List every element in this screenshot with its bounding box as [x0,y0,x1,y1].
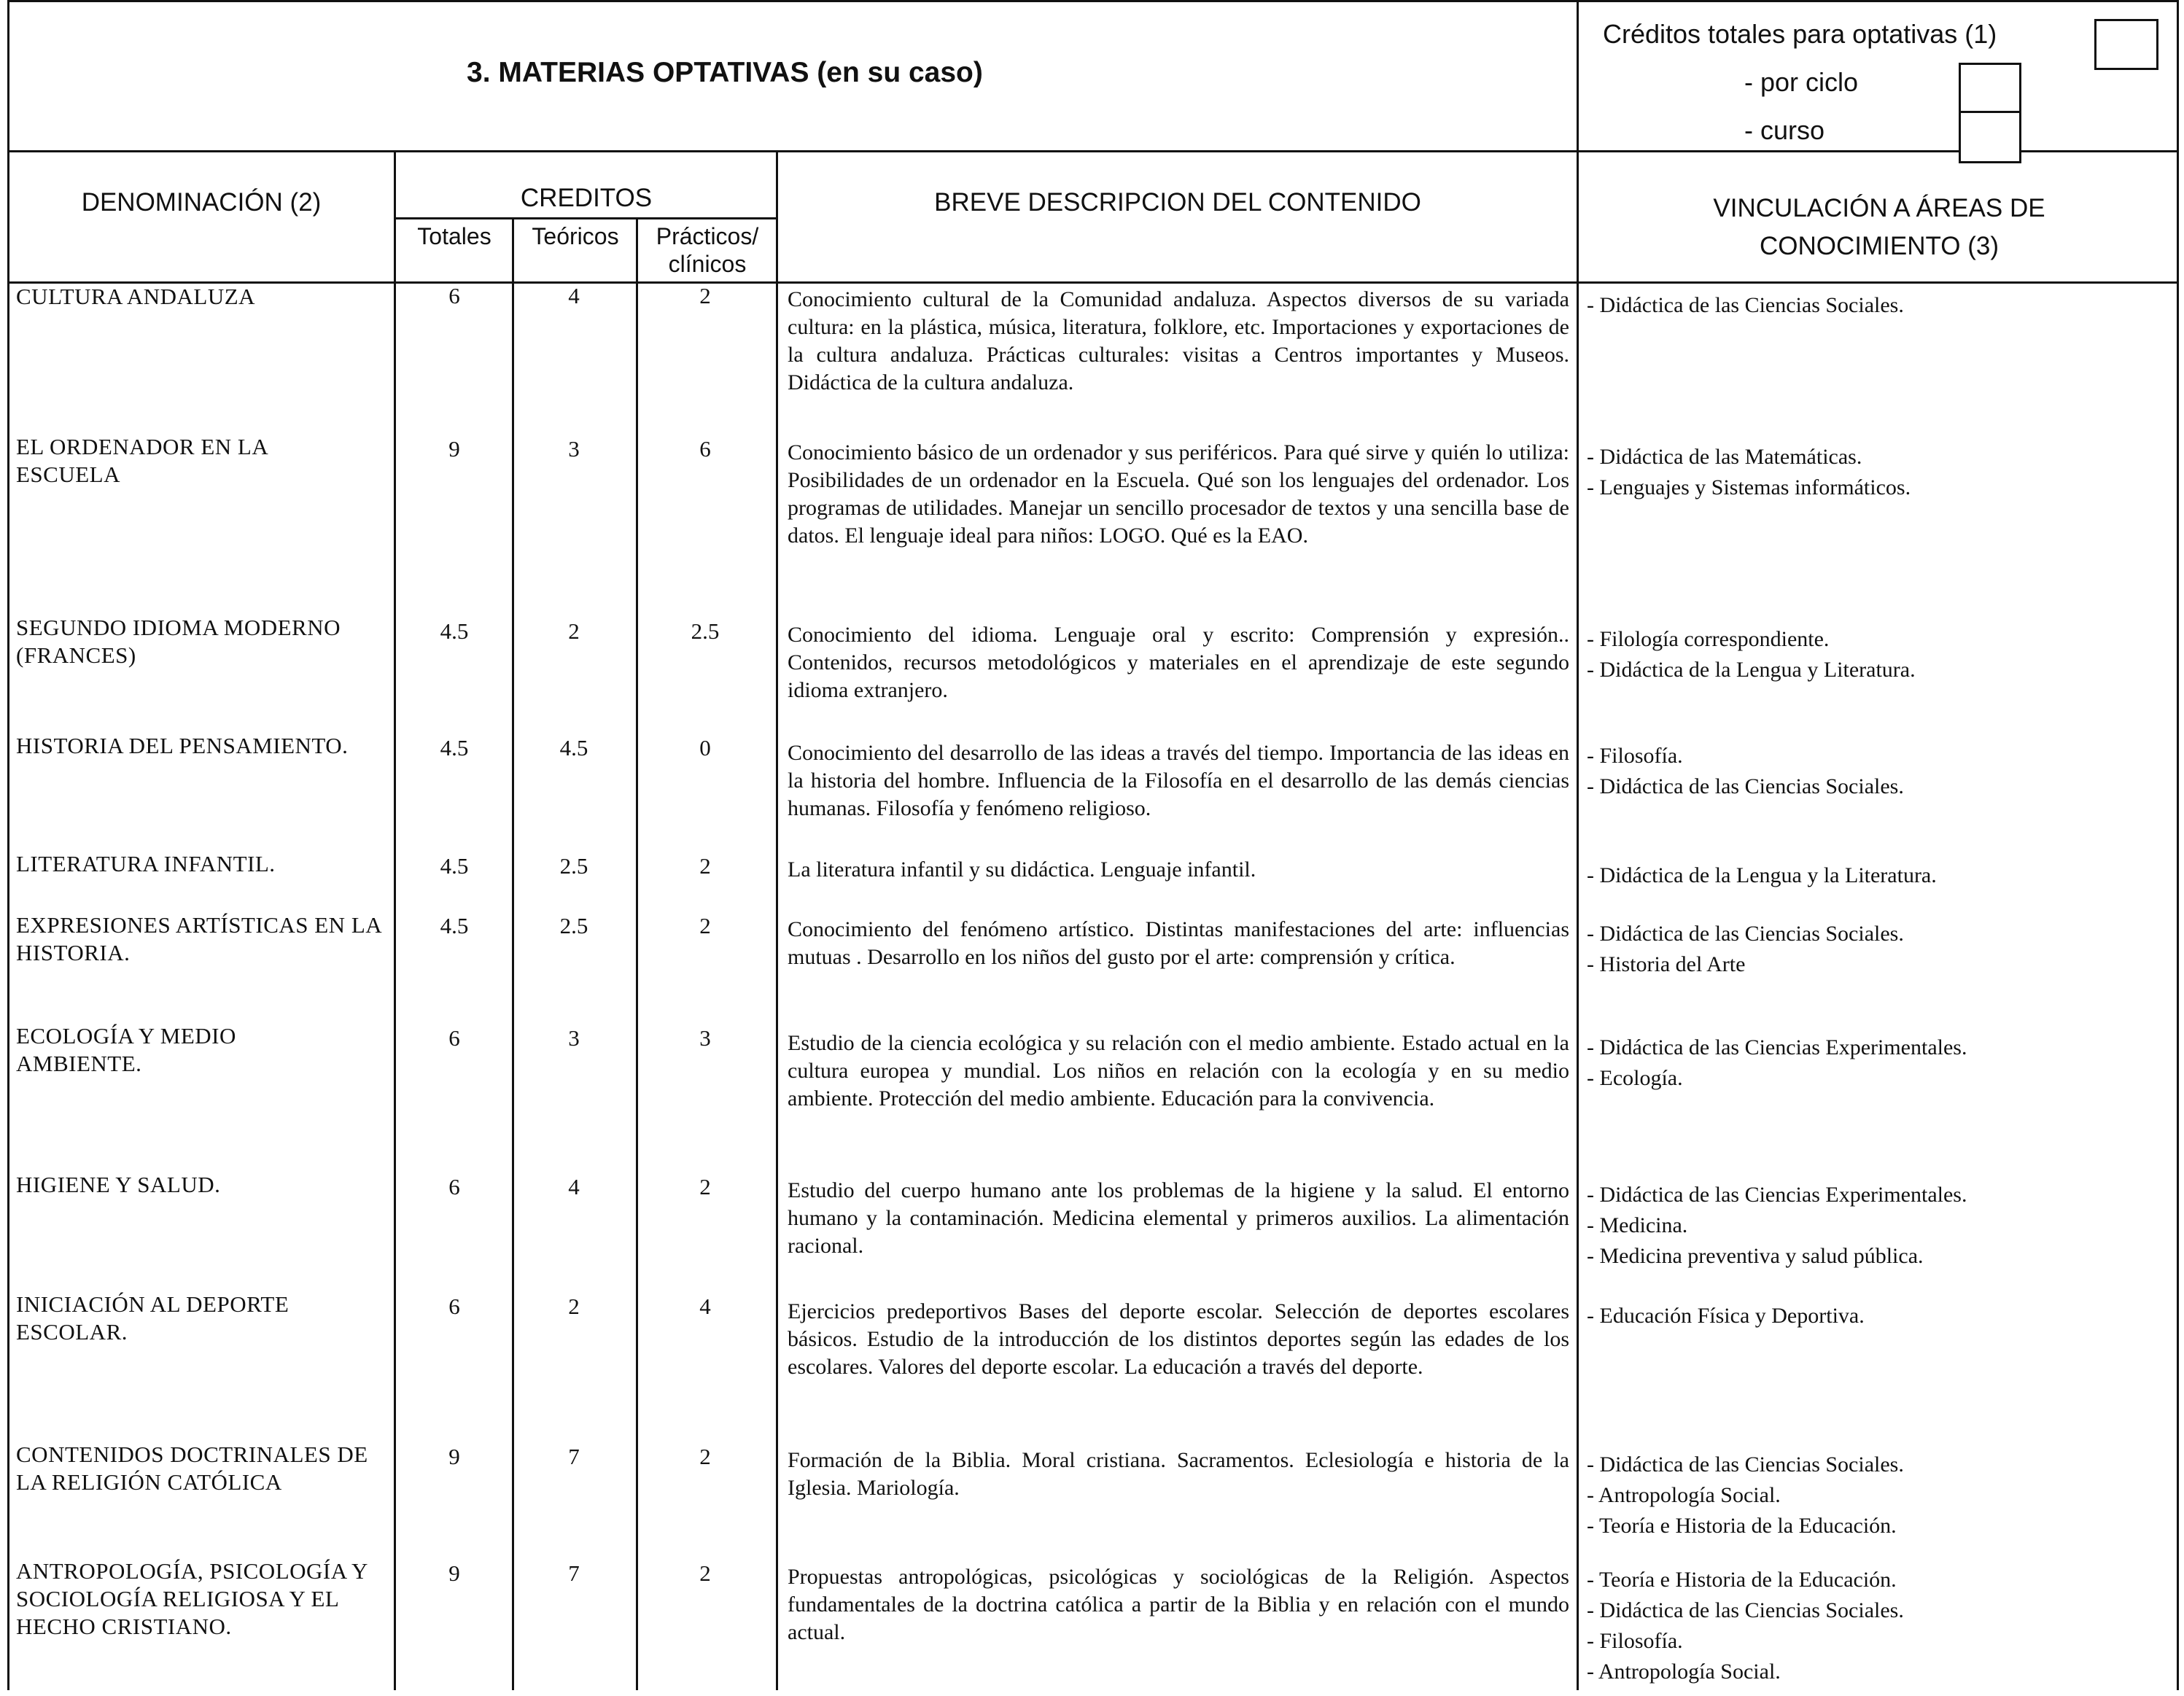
cell-practicos: 2 [699,283,711,308]
table-row-name: INICIACIÓN AL DEPORTE ESCOLAR. [16,1291,289,1345]
cell-practicos: 2 [699,853,711,879]
cell-areas [1587,1565,2170,1687]
area-item: - Teoría e Historia de la Educación. [1587,1514,1897,1538]
area-item: - Educación Física y Deportiva. [1587,1304,1865,1328]
area-item: - Didáctica de la Lengua y Literatura. [1587,658,1916,682]
col-header-teoricos: Teóricos [532,223,619,249]
col-header-conocimiento: CONOCIMIENTO (3) [1760,232,1999,260]
table-row-name: ANTROPOLOGÍA, PSICOLOGÍA Y SOCIOLOGÍA RELIGIOSA Y EL HECHO CRISTIANO. [16,1558,368,1639]
cell-totales: 4.5 [440,853,469,879]
cell-teoricos: 4 [568,1174,580,1199]
cell-totales: 6 [448,1294,460,1319]
curso-box [1959,111,2021,163]
col-divider-3 [636,219,638,1690]
cell-practicos: 0 [699,735,711,761]
curso-label: - curso [1744,115,1825,145]
cell-teoricos: 7 [568,1444,580,1469]
cell-areas [1587,1032,2170,1094]
area-item: - Ecología. [1587,1066,1683,1090]
area-item: - Didáctica de las Ciencias Experimentales. [1587,1183,1967,1207]
table-row-name: CONTENIDOS DOCTRINALES DE LA RELIGIÓN CATÓLICA [16,1442,368,1495]
creditos-totales-box [2094,19,2158,70]
cell-teoricos: 2 [568,1294,580,1319]
cell-teoricos: 2.5 [559,913,588,938]
cell-totales: 4.5 [440,913,469,938]
col-divider-4 [776,152,778,1690]
cell-areas [1587,1180,2170,1272]
por-ciclo-label: - por ciclo [1744,67,1859,97]
cell-descripcion: Conocimiento del fenómeno artístico. Distintas manifestaciones del arte: influencias mutuas . Desarrollo en los niños del gusto por el arte: comprensión y crítica. [788,917,1569,969]
cell-totales: 4.5 [440,735,469,761]
area-item: - Didáctica de las Ciencias Sociales. [1587,293,1904,317]
table-row-name: HISTORIA DEL PENSAMIENTO. [16,733,349,758]
table-row-name: EL ORDENADOR EN LA ESCUELA [16,434,268,487]
cell-teoricos: 2 [568,618,580,644]
cell-practicos: 2 [699,1444,711,1469]
cell-totales: 9 [448,1560,460,1586]
table-row-name: ECOLOGÍA Y MEDIO AMBIENTE. [16,1023,236,1076]
area-item: - Medicina. [1587,1213,1688,1237]
cell-practicos: 6 [699,436,711,462]
cell-areas [1587,290,2170,321]
cell-descripcion: La literatura infantil y su didáctica. Lenguaje infantil. [788,857,1256,882]
table-row-name: HIGIENE Y SALUD. [16,1172,221,1197]
col-divider-2 [512,219,514,1690]
area-item: - Antropología Social. [1587,1660,1781,1684]
cell-totales: 9 [448,436,460,462]
col-header-totales: Totales [417,223,491,249]
col-divider-5 [1577,0,1579,1690]
cell-descripcion: Estudio del cuerpo humano ante los problemas de la higiene y la salud. El entorno humano y la contaminación. Medicina elemental y primeros auxilios. La alimentación racional. [788,1178,1569,1258]
cell-descripcion: Conocimiento del idioma. Lenguaje oral y escrito: Comprensión y expresión.. Contenidos, recursos metodológicos y materiales en el aprendizaje de este segundo idioma extranjero. [788,623,1569,702]
cell-practicos: 2 [699,1174,711,1199]
cell-totales: 4.5 [440,618,469,644]
area-item: - Didáctica de las Ciencias Sociales. [1587,922,1904,946]
por-ciclo-box [1959,63,2021,115]
cell-areas [1587,1450,2170,1541]
table-row-name: LITERATURA INFANTIL. [16,851,276,876]
cell-descripcion: Conocimiento cultural de la Comunidad andaluza. Aspectos diversos de su variada cultura: en la plástica, música, literatura, folklore, etc. Importaciones y exportaciones de la cultura andaluza. Prácticas culturales: visitas a Centros importantes y Museos. Didáctica de la cultura andaluza. [788,287,1569,394]
cell-teoricos: 4.5 [559,735,588,761]
cell-practicos: 4 [699,1294,711,1319]
cell-descripcion: Propuestas antropológicas, psicológicas y sociológicas de la Religión. Aspectos fundamentales de la doctrina católica a partir de la Biblia y en relación con el mundo actual. [788,1565,1569,1644]
cell-descripcion: Ejercicios predeportivos Bases del deporte escolar. Selección de deportes escolares básicos. Estudio de la introducción de los distintos deportes según las edades de los escolares. Valores del deporte escolar. La educación a través del deporte. [788,1299,1569,1379]
cell-descripcion: Conocimiento del desarrollo de las ideas a través del tiempo. Importancia de las ideas en la historia del hombre. Influencia de la Filosofía en el desarrollo de las demás ciencias humanas. Filosofía y fenómeno religioso. [788,741,1569,820]
cell-practicos: 3 [699,1025,711,1051]
area-item: - Didáctica de las Ciencias Experimentales. [1587,1035,1967,1059]
cell-areas [1587,624,2170,685]
cell-totales: 6 [448,1025,460,1051]
area-item: - Historia del Arte [1587,952,1746,976]
cell-teoricos: 7 [568,1560,580,1586]
table-row-name: EXPRESIONES ARTÍSTICAS EN LA HISTORIA. [16,912,381,965]
area-item: - Filología correspondiente. [1587,627,1830,651]
cell-totales: 6 [448,283,460,308]
cell-areas [1587,1301,2170,1331]
col-header-practicos: Prácticos/ [656,223,759,249]
cell-descripcion: Conocimiento básico de un ordenador y sus periféricos. Para qué sirve y quién lo utiliza: Posibilidades de un ordenador en la Escuela. Qué son los lenguajes del ordenador. Los programas de utilidades. Manejar un sencillo procesador de textos y una sencilla base de datos. El lenguaje ideal para niños: LOGO. Qué es la EAO. [788,440,1569,548]
creditos-totales-label: Créditos totales para optativas (1) [1603,19,1997,49]
cell-practicos: 2.5 [691,618,720,644]
cell-practicos: 2 [699,913,711,938]
page-title: 3. MATERIAS OPTATIVAS (en su caso) [467,57,983,88]
area-item: - Teoría e Historia de la Educación. [1587,1568,1897,1592]
cell-descripcion: Formación de la Biblia. Moral cristiana. Sacramentos. Eclesiología e historia de la Iglesia. Mariología. [788,1448,1569,1500]
cell-totales: 9 [448,1444,460,1469]
col-header-denominacion: DENOMINACIÓN (2) [81,188,322,217]
area-item: - Lenguajes y Sistemas informáticos. [1587,475,1911,499]
area-item: - Didáctica de las Ciencias Sociales. [1587,1452,1904,1477]
area-item: - Didáctica de las Ciencias Sociales. [1587,774,1904,798]
col-header-descripcion: BREVE DESCRIPCION DEL CONTENIDO [934,188,1421,217]
header-divider [7,150,2179,152]
creditos-divider [395,217,777,219]
cell-teoricos: 4 [568,283,580,308]
cell-teoricos: 2.5 [559,853,588,879]
col-header-clinicos: clínicos [668,251,747,277]
col-divider-1 [394,152,396,1690]
cell-descripcion: Estudio de la ciencia ecológica y su relación con el medio ambiente. Estado actual en la cultura europea y mundial. Los niños en relación con la ecología y en su medio ambiente. Protección del medio ambiente. Educación para la convivencia. [788,1031,1569,1110]
cell-teoricos: 3 [568,436,580,462]
area-item: - Didáctica de la Lengua y la Literatura. [1587,863,1937,887]
area-item: - Didáctica de las Ciencias Sociales. [1587,1598,1904,1622]
table-row-name: CULTURA ANDALUZA [16,284,256,309]
cell-areas [1587,860,2170,891]
col-header-creditos: CREDITOS [520,184,653,212]
area-item: - Antropología Social. [1587,1483,1781,1507]
col-header-vinculacion: VINCULACIÓN A ÁREAS DE [1713,194,2045,222]
table-row-name: SEGUNDO IDIOMA MODERNO (FRANCES) [16,615,341,668]
cell-areas [1587,442,2170,503]
cell-areas [1587,741,2170,802]
area-item: - Filosofía. [1587,744,1683,768]
area-item: - Didáctica de las Matemáticas. [1587,445,1862,469]
cell-teoricos: 3 [568,1025,580,1051]
cell-totales: 6 [448,1174,460,1199]
area-item: - Filosofía. [1587,1629,1683,1653]
cell-practicos: 2 [699,1560,711,1586]
area-item: - Medicina preventiva y salud pública. [1587,1244,1924,1268]
cell-areas [1587,919,2170,980]
